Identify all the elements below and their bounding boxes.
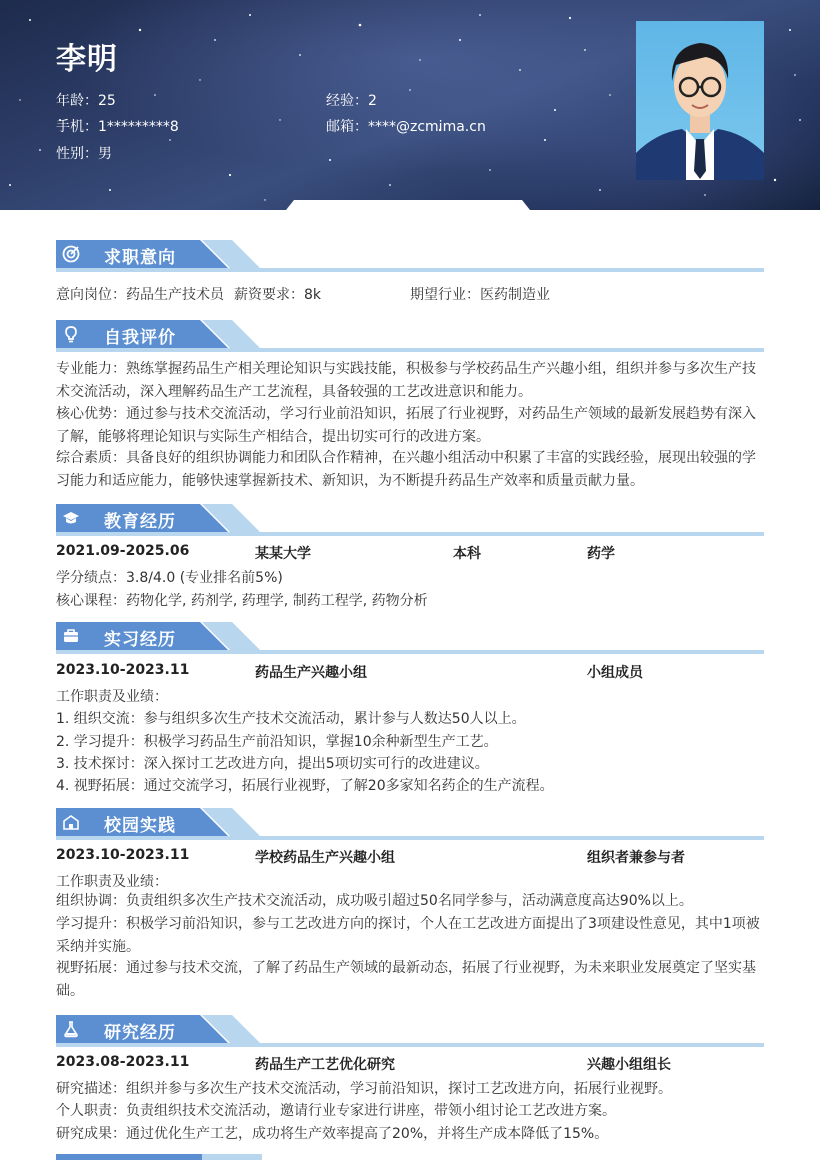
research-line: 研究描述：组织并参与多次生产技术交流活动，学习前沿知识，探讨工艺改进方向，拓展行业视野。: [56, 1081, 672, 1097]
briefcase-icon: [62, 627, 80, 645]
intent-salary: 薪资要求：8k: [234, 287, 322, 303]
phone-value: 1*********8: [98, 119, 179, 135]
candidate-name: 李明: [56, 42, 118, 77]
research-date: 2023.08-2023.11: [56, 1054, 190, 1070]
age-label: 年龄：: [56, 93, 98, 109]
phone-field: [56, 116, 179, 136]
experience-value: 2: [368, 93, 377, 109]
section-title-text: 研究经历: [104, 1023, 176, 1043]
campus-org: 学校药品生产兴趣小组: [255, 850, 395, 866]
internship-line: 4. 视野拓展：通过交流学习，拓展行业视野，了解20多家知名药企的生产流程。: [56, 778, 554, 794]
campus-role: 组织者兼参与者: [587, 850, 685, 866]
next-section-band: [56, 1154, 764, 1160]
experience-label: 经验：: [326, 93, 368, 109]
self-eval-paragraph: 专业能力：熟练掌握药品生产相关理论知识与实践技能，积极参与学校药品生产兴趣小组，组织并参与多次生产技术交流活动，深入理解药品生产工艺流程，具备较强的工艺改进意识和能力。: [56, 361, 756, 400]
campus-line: 学习提升：积极学习前沿知识，参与工艺改进方向的探讨，个人在工艺改进方面提出了3项建设性意见，其中1项被采纳并实施。: [56, 916, 760, 955]
research-line: 个人职责：负责组织技术交流活动，邀请行业专家进行讲座，带领小组讨论工艺改进方案。: [56, 1103, 616, 1119]
header-banner: [0, 0, 820, 210]
email-label: 邮箱：: [326, 119, 368, 135]
internship-role: 小组成员: [587, 665, 643, 681]
section-title-text: 实习经历: [104, 630, 176, 650]
internship-org: 药品生产兴趣小组: [255, 665, 367, 681]
section-title-text: 求职意向: [104, 248, 176, 268]
email-field: [326, 116, 486, 136]
education-courses: 核心课程：药物化学, 药剂学, 药理学, 制药工程学, 药物分析: [56, 593, 428, 609]
experience-field: [326, 90, 377, 110]
profile-photo: [636, 21, 764, 180]
education-date: 2021.09-2025.06: [56, 543, 190, 559]
gender-value: 男: [98, 146, 112, 162]
research-line: 研究成果：通过优化生产工艺，成功将生产效率提高了20%，并将生产成本降低了15%。: [56, 1126, 609, 1142]
campus-line: 工作职责及业绩：: [56, 874, 168, 890]
internship-date: 2023.10-2023.11: [56, 662, 190, 678]
internship-line: 3. 技术探讨：深入探讨工艺改进方向，提出5项切实可行的改进建议。: [56, 756, 489, 772]
education-school: 某某大学: [255, 546, 311, 562]
email-value: ****@zcmima.cn: [368, 119, 486, 135]
target-icon: [62, 245, 80, 263]
education-degree: 本科: [453, 546, 481, 562]
section-title-self-eval: [56, 320, 764, 354]
graduation-cap-icon: [62, 509, 80, 527]
education-major: 药学: [587, 546, 615, 562]
section-title-text: 自我评价: [104, 328, 176, 348]
research-project: 药品生产工艺优化研究: [255, 1057, 395, 1073]
section-title-internship: [56, 622, 764, 656]
gender-label: 性别：: [56, 146, 98, 162]
section-title-intent: [56, 240, 764, 274]
internship-line: 2. 学习提升：积极学习药品生产前沿知识，掌握10余种新型生产工艺。: [56, 734, 498, 750]
education-gpa: 学分绩点：3.8/4.0 (专业排名前5%): [56, 570, 283, 586]
school-building-icon: [62, 813, 80, 831]
internship-line: 1. 组织交流：参与组织多次生产技术交流活动，累计参与人数达50人以上。: [56, 711, 526, 727]
campus-line: 组织协调：负责组织多次生产技术交流活动，成功吸引超过50名同学参与，活动满意度高达90%以上。: [56, 893, 693, 909]
lightbulb-icon: [62, 325, 80, 343]
flask-icon: [62, 1020, 80, 1038]
age-value: 25: [98, 93, 116, 109]
intent-position: 意向岗位：药品生产技术员: [56, 287, 224, 303]
section-title-research: [56, 1015, 764, 1049]
section-title-education: [56, 504, 764, 538]
section-title-text: 教育经历: [104, 512, 176, 532]
internship-line: 工作职责及业绩：: [56, 689, 168, 705]
section-title-text: 校园实践: [104, 816, 176, 836]
intent-industry: 期望行业：医药制造业: [410, 287, 550, 303]
research-role: 兴趣小组组长: [587, 1057, 671, 1073]
campus-line: 视野拓展：通过参与技术交流，了解了药品生产领域的最新动态，拓展了行业视野，为未来职业发展奠定了坚实基础。: [56, 960, 756, 999]
gender-field: [56, 143, 112, 163]
self-eval-paragraph: 综合素质：具备良好的组织协调能力和团队合作精神，在兴趣小组活动中积累了丰富的实践经验，展现出较强的学习能力和适应能力，能够快速掌握新技术、新知识，为不断提升药品生产效率和质量贡献力量。: [56, 450, 756, 489]
self-eval-paragraph: 核心优势：通过参与技术交流活动，学习行业前沿知识，拓展了行业视野，对药品生产领域的最新发展趋势有深入了解，能够将理论知识与实际生产相结合，提出切实可行的改进方案。: [56, 406, 756, 445]
header-tab-notch: [286, 200, 530, 210]
campus-date: 2023.10-2023.11: [56, 847, 190, 863]
age-field: [56, 90, 116, 110]
section-title-campus: [56, 808, 764, 842]
phone-label: 手机：: [56, 119, 98, 135]
